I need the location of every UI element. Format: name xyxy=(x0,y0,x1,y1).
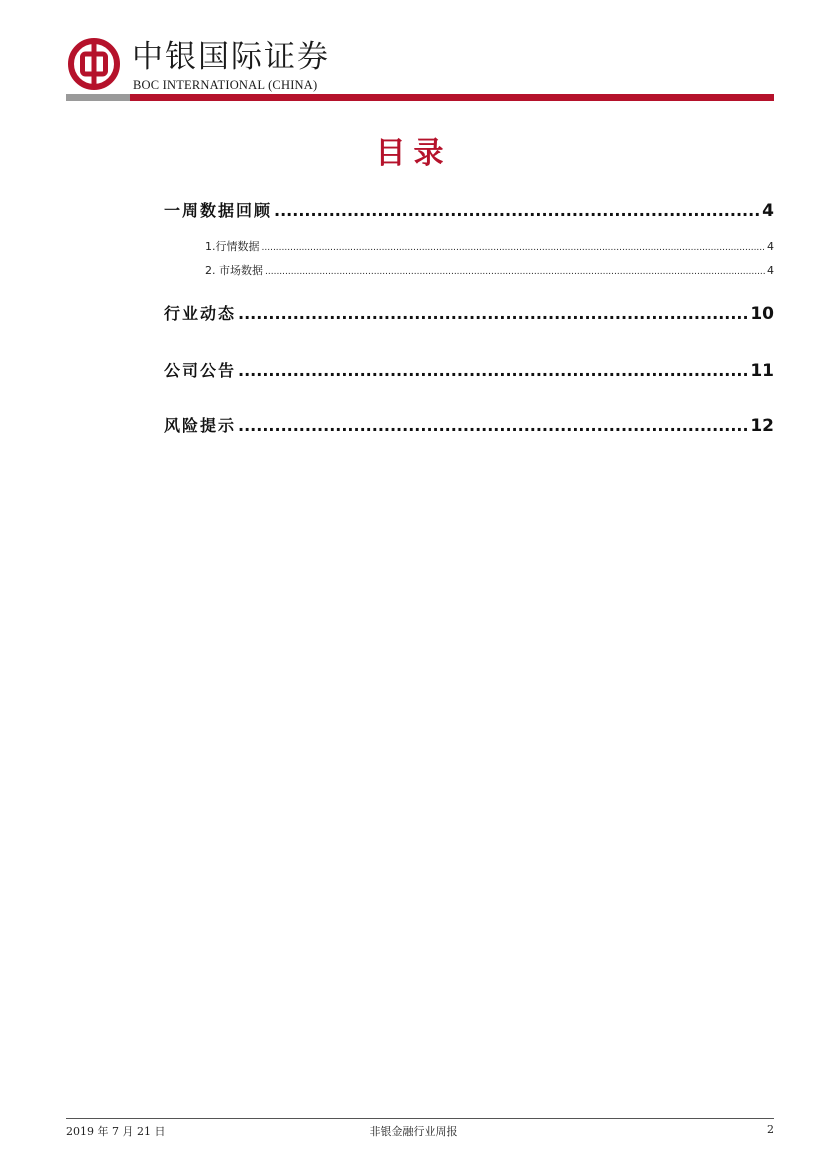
toc-entry-weekly-data[interactable] xyxy=(164,198,774,220)
toc-entry-industry-news[interactable] xyxy=(164,301,774,323)
toc-entry-label: 公司公告 xyxy=(164,361,237,380)
toc-entry-label: 行业动态 xyxy=(164,304,237,323)
toc-leader-dots xyxy=(262,243,766,253)
toc-entry-page: 10 xyxy=(750,304,774,324)
toc-entry-market-data[interactable] xyxy=(205,262,774,278)
toc-entry-page: 11 xyxy=(750,361,774,381)
page-header xyxy=(66,36,774,102)
toc-entry-label: 1.行情数据 xyxy=(205,240,260,253)
brand-name-en: BOC INTERNATIONAL (CHINA) xyxy=(133,78,318,92)
toc-entry-market-quotes[interactable] xyxy=(205,238,774,254)
footer-date: 2019 年 7 月 21 日 xyxy=(66,1125,166,1138)
toc-entry-label: 2. 市场数据 xyxy=(205,264,263,277)
toc-leader-dots xyxy=(238,304,748,323)
toc-title: 目录 xyxy=(375,136,452,171)
toc-entry-page: 4 xyxy=(762,201,774,221)
brand-name-cn: 中银国际证券 xyxy=(132,39,330,75)
toc-leader-dots xyxy=(238,361,748,380)
toc-entry-risk-warning[interactable] xyxy=(164,413,774,435)
header-rule xyxy=(66,94,774,101)
toc-entry-label: 一周数据回顾 xyxy=(164,201,273,220)
toc-entry-page: 12 xyxy=(750,416,774,436)
footer-rule xyxy=(66,1118,774,1119)
toc-entry-company-announcements[interactable] xyxy=(164,358,774,380)
toc-leader-dots xyxy=(238,416,748,435)
toc-leader-dots xyxy=(274,201,760,220)
boc-logo-icon xyxy=(68,38,120,90)
header-rule-red xyxy=(130,94,774,101)
header-rule-gray xyxy=(66,94,130,101)
footer-page-number: 2 xyxy=(767,1123,774,1136)
toc-entry-page: 4 xyxy=(767,264,774,277)
footer-report-name: 非银金融行业周报 xyxy=(369,1125,458,1138)
toc-entry-label: 风险提示 xyxy=(164,416,237,435)
toc-leader-dots xyxy=(265,267,765,277)
toc-entry-page: 4 xyxy=(767,240,774,253)
